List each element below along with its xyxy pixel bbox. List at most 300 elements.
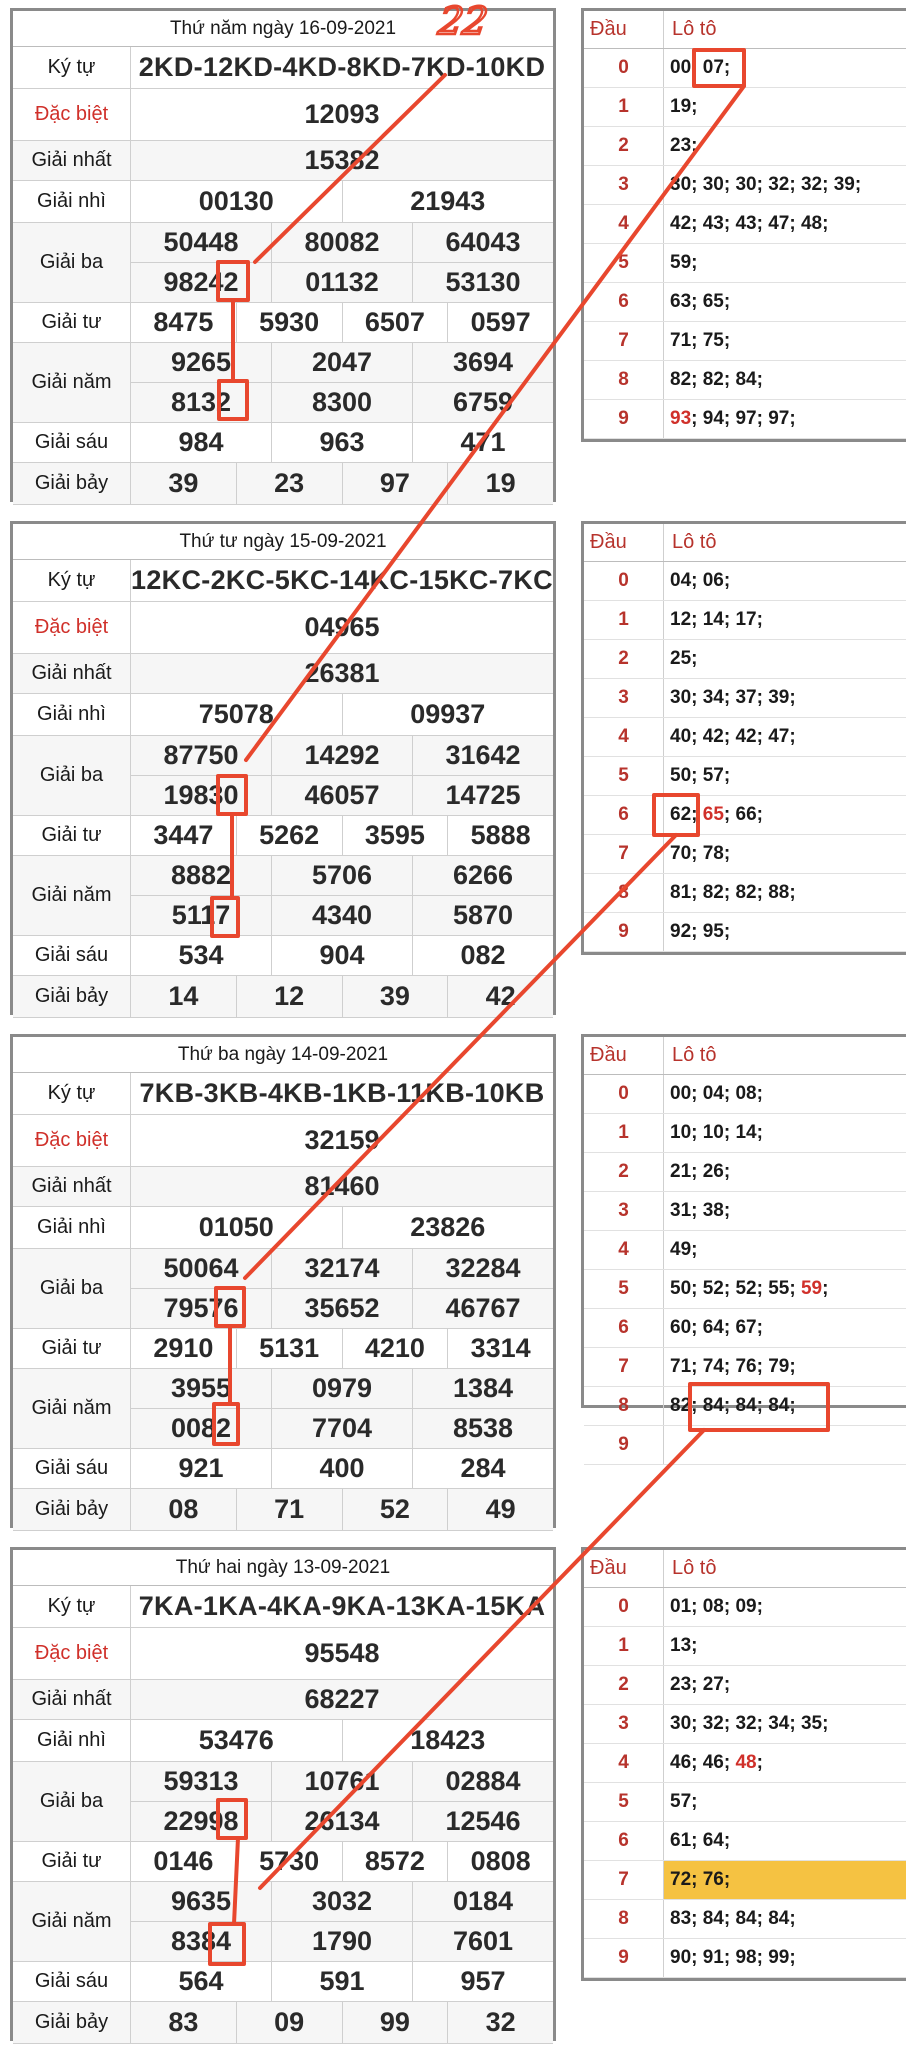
prize-number: 9635 [170, 1885, 232, 1916]
loto-head-digit: 1 [584, 88, 664, 126]
prize-subrow [131, 896, 553, 936]
prize-row-giai-sau [13, 936, 553, 976]
prize-number: 15382 [304, 145, 380, 175]
prize-number: 09937 [342, 694, 554, 735]
loto-row [584, 88, 906, 127]
loto-value-text: 12; 14; 17; [670, 609, 763, 630]
loto-value-text: 71; 75; [670, 330, 731, 351]
number-cells [131, 383, 553, 423]
loto-values [664, 1588, 906, 1626]
loto-value-text: 01; 08; 09; [670, 1596, 763, 1617]
prize-label: Ký tự [13, 1073, 131, 1114]
prize-values [131, 423, 553, 462]
prize-subrow [131, 1922, 553, 1962]
prize-number: 83 [168, 2007, 199, 2037]
loto-header-label: Lô tô [672, 1044, 717, 1066]
loto-head-digit: 5 [584, 1270, 664, 1308]
handwritten-note: 22 [435, 0, 491, 44]
prize-label: Giải nhì [13, 1720, 131, 1761]
prize-number: 01132 [271, 263, 412, 303]
number-cells [131, 141, 553, 180]
number-cells [131, 1289, 553, 1329]
loto-head-digit: 1 [584, 601, 664, 639]
prize-row-giai-nhi [13, 181, 553, 223]
prize-row-giai-ba [13, 1762, 553, 1842]
number-cells [131, 1586, 553, 1627]
loto-head-digit: 6 [584, 1309, 664, 1347]
loto-head-digit: 8 [584, 874, 664, 912]
number-cells [131, 936, 553, 975]
loto-value-text: 50; 57; [670, 765, 731, 786]
prize-row-ky-tu [13, 47, 553, 89]
loto-row [584, 1231, 906, 1270]
loto-row [584, 1783, 906, 1822]
loto-values [664, 1744, 906, 1782]
number-cells [131, 343, 553, 382]
loto-row [584, 1705, 906, 1744]
loto-value-text: 81; 82; 82; 88; [670, 882, 796, 903]
prize-subrow [131, 263, 553, 303]
prize-number: 0979 [271, 1369, 412, 1408]
prize-values [131, 602, 553, 653]
special-prize-number: 12093 [304, 99, 380, 129]
loto-header-label: Lô tô [672, 1557, 717, 1579]
prize-row-giai-nhi [13, 1207, 553, 1249]
prize-values [131, 976, 553, 1017]
prize-label: Giải tư [13, 303, 131, 342]
loto-row [584, 562, 906, 601]
prize-number: 31642 [412, 736, 553, 775]
prize-number: 0184 [412, 1882, 553, 1921]
loto-value-text: ; [756, 1752, 763, 1773]
prize-label: Giải bảy [13, 1489, 131, 1530]
dau-header: Đầu [584, 11, 664, 48]
loto-head-digit: 0 [584, 49, 664, 87]
prize-number: 2910 [153, 1333, 214, 1363]
loto-row [584, 1939, 906, 1978]
loto-row [584, 1114, 906, 1153]
prize-number: 7601 [412, 1922, 553, 1962]
loto-value-text: 62; [670, 804, 703, 825]
day-block [0, 513, 906, 1026]
prize-number: 12546 [412, 1802, 553, 1842]
loto-head-digit: 0 [584, 1588, 664, 1626]
loto-row [584, 1075, 906, 1114]
prize-number: 59313 [163, 1765, 239, 1796]
loto-values [664, 322, 906, 360]
prize-number: 39 [168, 468, 199, 498]
loto-head-digit: 6 [584, 796, 664, 834]
prize-number: 18423 [342, 1720, 554, 1761]
prize-number: 3032 [271, 1882, 412, 1921]
loto-head-digit: 7 [584, 322, 664, 360]
loto-row [584, 205, 906, 244]
number-cells [131, 1115, 553, 1166]
prize-values [131, 181, 553, 222]
results-table [10, 1034, 556, 1528]
loto-row [584, 1900, 906, 1939]
loto-value-text: 57; [670, 1791, 698, 1812]
prize-number: 98242 [163, 266, 239, 297]
loto-values [664, 1900, 906, 1938]
loto-head-digit: 0 [584, 1075, 664, 1113]
prize-number: 5706 [271, 856, 412, 895]
loto-head-digit: 7 [584, 1861, 664, 1899]
dau-header: Đầu [584, 1550, 664, 1587]
prize-number: 87750 [163, 739, 239, 770]
loto-header [584, 1550, 906, 1588]
prize-values [131, 303, 553, 342]
prize-values [131, 560, 553, 601]
loto-value-text: 50; 52; 52; 55; [670, 1278, 801, 1299]
day-block [0, 1026, 906, 1539]
loto-row [584, 1666, 906, 1705]
loto-value-text: ; 66; [723, 804, 763, 825]
results-table [10, 8, 556, 502]
number-cells [131, 89, 553, 140]
loto-values [664, 1783, 906, 1821]
prize-number: 35652 [271, 1289, 412, 1329]
series-code: 7KB-3KB-4KB-1KB-11KB-10KB [139, 1078, 545, 1108]
prize-row-giai-tu [13, 303, 553, 343]
loto-special-value: 59 [800, 1278, 823, 1299]
prize-number: 5870 [412, 896, 553, 936]
prize-number: 5117 [171, 899, 231, 930]
loto-row [584, 283, 906, 322]
special-prize-number: 04965 [304, 612, 380, 642]
loto-values [664, 127, 906, 165]
prize-label: Giải bảy [13, 463, 131, 504]
loto-value-text: 63; 65; [670, 291, 731, 312]
loto-value-text: 00; 04; 08; [670, 1083, 763, 1104]
number-cells [131, 1882, 553, 1921]
prize-values [131, 736, 553, 815]
prize-values [131, 1115, 553, 1166]
prize-row-giai-nam [13, 1369, 553, 1449]
prize-label: Giải tư [13, 816, 131, 855]
prize-subrow [131, 736, 553, 776]
loto-value-text: 00; [670, 57, 703, 78]
prize-values [131, 856, 553, 935]
prize-values [131, 1762, 553, 1841]
number-cells [131, 303, 553, 342]
loto-special-value: 65 [702, 804, 724, 825]
results-date-title: Thứ hai ngày 13-09-2021 [13, 1550, 553, 1586]
loto-value-text: 60; 64; 67; [670, 1317, 763, 1338]
number-cells [131, 654, 553, 693]
loto-row [584, 718, 906, 757]
prize-number: 81460 [304, 1171, 380, 1201]
loto-values [664, 1309, 906, 1347]
loto-values [664, 757, 906, 795]
prize-number: 8538 [412, 1409, 553, 1449]
loto-header [584, 11, 906, 49]
loto-values [664, 205, 906, 243]
loto-row [584, 1744, 906, 1783]
loto-value-text: 13; [670, 1635, 698, 1656]
number-cells [131, 1073, 553, 1114]
loto-values [664, 640, 906, 678]
number-cells [131, 1409, 553, 1449]
prize-row-ky-tu [13, 560, 553, 602]
loto-row [584, 1861, 906, 1900]
prize-number: 02884 [412, 1762, 553, 1801]
prize-number: 79576 [163, 1292, 239, 1323]
loto-head-digit: 3 [584, 1192, 664, 1230]
prize-row-giai-nhat [13, 1680, 553, 1720]
loto-head-digit: 4 [584, 1744, 664, 1782]
loto-values [664, 400, 906, 438]
loto-values [664, 49, 906, 87]
results-date-title: Thứ tư ngày 15-09-2021 [13, 524, 553, 560]
prize-label: Giải nhất [13, 141, 131, 180]
prize-subrow [131, 1762, 553, 1802]
prize-row-ky-tu [13, 1073, 553, 1115]
number-cells [131, 896, 553, 936]
number-cells [131, 1680, 553, 1719]
number-cells [131, 1369, 553, 1408]
prize-number: 534 [178, 940, 224, 970]
loto-row [584, 874, 906, 913]
prize-subrow [131, 343, 553, 383]
loto-values [664, 679, 906, 717]
loto-value-text: 04; 06; [670, 570, 731, 591]
prize-number: 0146 [153, 1846, 214, 1876]
loto-header [584, 1037, 906, 1075]
loto-row [584, 640, 906, 679]
loto-head-digit: 8 [584, 1900, 664, 1938]
prize-number: 97 [342, 463, 448, 504]
prize-values [131, 1720, 553, 1761]
loto-head-digit: 4 [584, 1231, 664, 1269]
loto-head-digit: 0 [584, 562, 664, 600]
prize-number: 75078 [198, 699, 274, 729]
loto-table [581, 521, 906, 955]
prize-values [131, 1628, 553, 1679]
loto-value-text: 30; 34; 37; 39; [670, 687, 796, 708]
prize-number: 5262 [236, 816, 342, 855]
loto-row [584, 1348, 906, 1387]
loto-value-text: 61; 64; [670, 1830, 731, 1851]
loto-values [664, 796, 906, 834]
loto-values [664, 166, 906, 204]
prize-number: 8384 [170, 1925, 232, 1956]
loto-head-digit: 5 [584, 757, 664, 795]
prize-number: 80082 [271, 223, 412, 262]
number-cells [131, 1249, 553, 1288]
prize-subrow [131, 1802, 553, 1842]
number-cells [131, 1207, 553, 1248]
prize-number: 68227 [304, 1684, 380, 1714]
prize-number: 3955 [170, 1372, 232, 1403]
special-prize-number: 95548 [304, 1638, 380, 1668]
prize-subrow [131, 856, 553, 896]
prize-number: 7704 [271, 1409, 412, 1449]
loto-row [584, 166, 906, 205]
number-cells [131, 1802, 553, 1842]
loto-head-digit: 1 [584, 1114, 664, 1152]
loto-value-text: 19; [670, 96, 698, 117]
loto-head-digit: 9 [584, 400, 664, 438]
loto-head-digit: 2 [584, 127, 664, 165]
prize-values [131, 816, 553, 855]
loto-value-text: 25; [670, 648, 698, 669]
prize-label: Đặc biệt [13, 89, 131, 140]
prize-label: Giải nhì [13, 181, 131, 222]
prize-number: 00130 [198, 186, 274, 216]
prize-values [131, 1369, 553, 1448]
loto-row [584, 757, 906, 796]
loto-row [584, 244, 906, 283]
prize-row-giai-nam [13, 343, 553, 423]
number-cells [131, 1842, 553, 1881]
loto-row [584, 913, 906, 952]
prize-label: Giải tư [13, 1329, 131, 1368]
prize-row-giai-ba [13, 223, 553, 303]
loto-head-digit: 7 [584, 1348, 664, 1386]
loto-value-text: 90; 91; 98; 99; [670, 1947, 796, 1968]
prize-row-giai-tu [13, 1842, 553, 1882]
prize-number: 19830 [163, 779, 239, 810]
prize-subrow [131, 1882, 553, 1922]
day-block [0, 1539, 906, 2052]
prize-row-giai-bay [13, 976, 553, 1018]
number-cells [131, 223, 553, 262]
prize-label: Giải năm [13, 343, 131, 422]
prize-row-giai-nam [13, 856, 553, 936]
prize-label: Giải năm [13, 856, 131, 935]
loto-head-digit: 9 [584, 1939, 664, 1977]
prize-label: Giải ba [13, 223, 131, 302]
prize-number: 8572 [342, 1842, 448, 1881]
loto-head-digit: 5 [584, 244, 664, 282]
prize-number: 5730 [236, 1842, 342, 1881]
prize-row-giai-nhi [13, 694, 553, 736]
loto-value-text: 10; 10; 14; [670, 1122, 763, 1143]
prize-label: Giải nhì [13, 1207, 131, 1248]
prize-number: 8300 [271, 383, 412, 423]
prize-number: 3447 [153, 820, 214, 850]
prize-values [131, 1249, 553, 1328]
prize-label: Giải ba [13, 1249, 131, 1328]
loto-values [664, 913, 906, 951]
loto-head-digit: 8 [584, 361, 664, 399]
loto-row [584, 361, 906, 400]
loto-values [664, 244, 906, 282]
number-cells [131, 1922, 553, 1962]
prize-label: Giải nhất [13, 654, 131, 693]
prize-label: Giải sáu [13, 423, 131, 462]
prize-number: 904 [271, 936, 412, 975]
loto-special-value: 48 [735, 1752, 757, 1773]
loto-values [664, 1348, 906, 1386]
prize-label: Giải sáu [13, 936, 131, 975]
prize-label: Đặc biệt [13, 1628, 131, 1679]
loto-value-text: 23; [670, 135, 698, 156]
prize-subrow [131, 1369, 553, 1409]
prize-number: 08 [168, 1494, 199, 1524]
loto-value-text: 59; [670, 252, 698, 273]
prize-number: 32284 [412, 1249, 553, 1288]
loto-value-text: 82; 82; 84; [670, 369, 763, 390]
loto-row [584, 679, 906, 718]
prize-number: 53130 [412, 263, 553, 303]
number-cells [131, 1720, 553, 1761]
number-cells [131, 560, 553, 601]
prize-number: 284 [412, 1449, 553, 1488]
results-table [10, 1547, 556, 2041]
prize-row-giai-tu [13, 1329, 553, 1369]
loto-values [664, 1231, 906, 1269]
results-date-title: Thứ ba ngày 14-09-2021 [13, 1037, 553, 1073]
loto-header-label: Lô tô [672, 18, 717, 40]
prize-values [131, 343, 553, 422]
prize-label: Giải sáu [13, 1449, 131, 1488]
prize-row-giai-bay [13, 2002, 553, 2044]
loto-row [584, 796, 906, 835]
loto-values [664, 1822, 906, 1860]
prize-number: 23 [236, 463, 342, 504]
prize-number: 957 [412, 1962, 553, 2001]
loto-value-text: 30; 32; 32; 34; 35; [670, 1713, 829, 1734]
loto-head-digit: 8 [584, 1387, 664, 1425]
prize-row-dac-biet [13, 1115, 553, 1167]
prize-row-giai-sau [13, 423, 553, 463]
prize-number: 21943 [342, 181, 554, 222]
prize-values [131, 1842, 553, 1881]
loto-row [584, 322, 906, 361]
results-table [10, 521, 556, 1015]
prize-label: Giải nhất [13, 1680, 131, 1719]
dau-header: Đầu [584, 1037, 664, 1074]
prize-number: 14 [168, 981, 199, 1011]
prize-subrow [131, 223, 553, 263]
prize-number: 01050 [198, 1212, 274, 1242]
series-code: 2KD-12KD-4KD-8KD-7KD-10KD [138, 52, 546, 82]
loto-values [664, 1270, 906, 1308]
prize-number: 26134 [271, 1802, 412, 1842]
prize-values [131, 223, 553, 302]
number-cells [131, 1962, 553, 2001]
number-cells [131, 816, 553, 855]
prize-number: 50448 [163, 226, 239, 257]
prize-row-giai-nhat [13, 1167, 553, 1207]
prize-row-giai-nam [13, 1882, 553, 1962]
prize-values [131, 1329, 553, 1368]
prize-values [131, 1680, 553, 1719]
prize-label: Giải năm [13, 1882, 131, 1961]
prize-number: 22998 [163, 1805, 239, 1836]
prize-number: 6266 [412, 856, 553, 895]
loto-values [664, 1861, 906, 1899]
prize-number: 1790 [271, 1922, 412, 1962]
loto-head-digit: 2 [584, 640, 664, 678]
prize-label: Giải nhất [13, 1167, 131, 1206]
prize-number: 99 [342, 2002, 448, 2043]
prize-row-giai-ba [13, 1249, 553, 1329]
loto-values [664, 1114, 906, 1152]
prize-number: 5131 [236, 1329, 342, 1368]
loto-table [581, 1547, 906, 1981]
prize-values [131, 1586, 553, 1627]
loto-value-text: 30; 30; 30; 32; 32; 39; [670, 174, 862, 195]
prize-values [131, 47, 553, 88]
number-cells [131, 1628, 553, 1679]
prize-values [131, 1207, 553, 1248]
prize-number: 12 [236, 976, 342, 1017]
prize-number: 3314 [447, 1329, 553, 1368]
dau-header: Đầu [584, 524, 664, 561]
